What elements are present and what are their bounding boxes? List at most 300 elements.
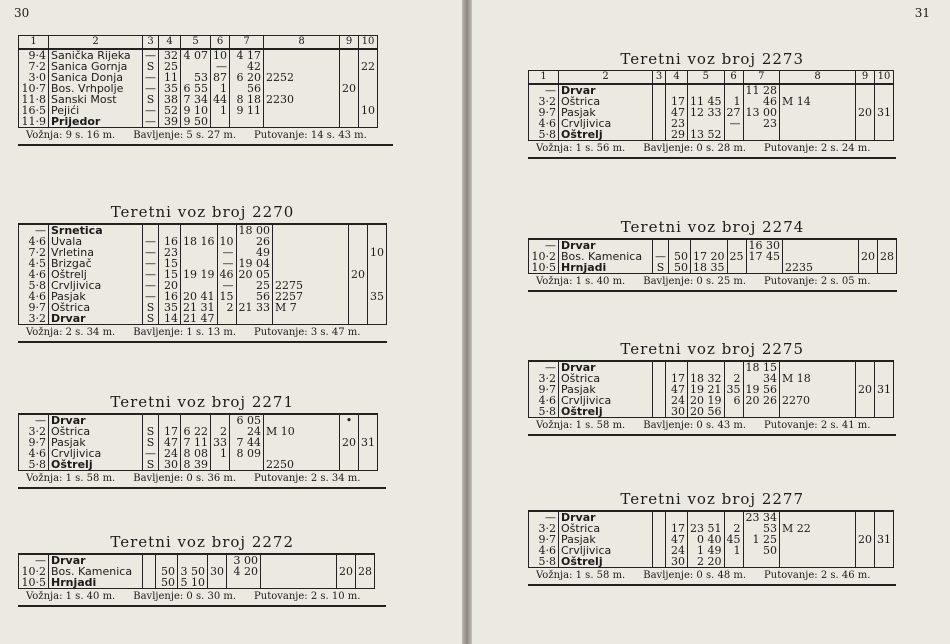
table-row <box>19 72 378 83</box>
arrival-cell <box>181 247 218 258</box>
station-cell: Oštrica <box>559 373 653 384</box>
col-10-cell <box>875 84 894 96</box>
distance-cell: 5·8 <box>529 406 559 418</box>
header-cell: 8 <box>780 71 856 85</box>
station-cell: Oštrelj <box>559 406 653 418</box>
crossing-cell <box>780 118 856 129</box>
col-10-cell: 28 <box>878 251 897 262</box>
dwell-cell: — <box>217 247 236 258</box>
travel-time: Vožnja: 1 s. 40 m. <box>26 591 116 602</box>
distance-cell: 3·2 <box>19 313 49 325</box>
station-cell: Oštrelj <box>559 556 653 568</box>
departure-cell <box>230 116 264 128</box>
departure-cell: 24 <box>230 426 264 437</box>
departure-cell: 6 20 <box>230 72 264 83</box>
dwell-cell: 1 <box>211 448 230 459</box>
crossing-cell: M 7 <box>273 302 349 313</box>
stop-code-cell: — <box>143 291 159 302</box>
stop-code-cell <box>653 406 666 418</box>
crossing-cell <box>780 107 856 118</box>
departure-cell: 21 33 <box>236 302 273 313</box>
run-minutes-cell: 47 <box>159 437 181 448</box>
table-row <box>19 105 378 116</box>
arrival-cell <box>181 280 218 291</box>
arrival-cell: 9 50 <box>181 116 211 128</box>
journey-time: Putovanje: 2 s. 10 m. <box>254 591 361 602</box>
run-minutes-cell: 20 <box>159 280 181 291</box>
run-minutes-cell: 23 <box>666 118 688 129</box>
distance-cell: 9·7 <box>529 534 559 545</box>
departure-cell: 4 17 <box>230 49 264 61</box>
distance-cell: 9·7 <box>19 302 49 313</box>
stop-code-cell <box>143 566 156 577</box>
departure-cell <box>746 262 783 274</box>
col-9-cell: 20 <box>856 534 875 545</box>
stop-code-cell: — <box>143 83 159 94</box>
distance-cell: 4·6 <box>19 236 49 247</box>
crossing-cell: 2270 <box>780 395 856 406</box>
table-row <box>529 251 897 262</box>
run-minutes-cell: 24 <box>666 395 688 406</box>
timetable <box>528 70 894 141</box>
dwell-cell <box>217 224 236 236</box>
distance-cell: 5·8 <box>19 459 49 471</box>
stop-code-cell: — <box>143 72 159 83</box>
run-minutes-cell: 52 <box>159 105 181 116</box>
distance-cell: 3·0 <box>19 72 49 83</box>
journey-time: Putovanje: 2 s. 46 m. <box>764 570 871 581</box>
distance-cell: 10·5 <box>529 262 559 274</box>
departure-cell: 8 09 <box>230 448 264 459</box>
timetable-footer <box>528 274 897 292</box>
dwell-cell: — <box>724 118 743 129</box>
col-9-cell <box>856 545 875 556</box>
table-row <box>19 61 378 72</box>
departure-cell: 4 20 <box>227 566 261 577</box>
departure-cell: 23 <box>743 118 780 129</box>
col-9-cell <box>859 239 878 251</box>
col-9-cell <box>856 556 875 568</box>
col-10-cell <box>368 236 387 247</box>
stop-code-cell: S <box>143 426 159 437</box>
dwell-cell: 1 <box>211 83 230 94</box>
run-minutes-cell <box>156 554 178 566</box>
dwell-cell: 1 <box>724 96 743 107</box>
col-10-cell <box>356 554 375 566</box>
crossing-cell <box>780 384 856 395</box>
col-9-cell <box>340 49 359 61</box>
distance-cell: 4·6 <box>19 291 49 302</box>
dwell-cell: 45 <box>724 534 743 545</box>
col-10-cell: 10 <box>368 247 387 258</box>
arrival-cell: 11 45 <box>688 96 725 107</box>
col-10-cell <box>359 459 378 471</box>
col-9-cell <box>859 262 878 274</box>
departure-cell: 53 <box>743 523 780 534</box>
station-cell: Oštrica <box>559 523 653 534</box>
station-cell: Sanica Donja <box>49 72 143 83</box>
departure-cell: 6 05 <box>230 414 264 426</box>
arrival-cell: 21 47 <box>181 313 218 325</box>
col-9-cell: 20 <box>859 251 878 262</box>
col-10-cell: 31 <box>875 534 894 545</box>
arrival-cell: 8 39 <box>181 459 211 471</box>
arrival-cell: 18 16 <box>181 236 218 247</box>
header-cell: 2 <box>559 71 653 85</box>
header-cell: 9 <box>856 71 875 85</box>
col-10-cell <box>875 511 894 523</box>
header-cell: 1 <box>19 36 49 50</box>
run-minutes-cell: 47 <box>666 534 688 545</box>
col-9-cell <box>337 554 356 566</box>
distance-cell: — <box>529 361 559 373</box>
crossing-cell: M 18 <box>780 373 856 384</box>
crossing-cell <box>264 83 340 94</box>
stop-code-cell: — <box>143 247 159 258</box>
station-cell: Drvar <box>559 511 653 523</box>
timetable-2273 <box>528 50 896 159</box>
stop-code-cell <box>653 395 666 406</box>
station-cell: Bos. Vrhpolje <box>49 83 143 94</box>
dwell-cell: 1 <box>724 545 743 556</box>
table-row <box>19 313 387 325</box>
run-minutes-cell: 17 <box>666 96 688 107</box>
timetable <box>528 360 894 418</box>
station-cell: Pasjak <box>559 384 653 395</box>
table-row <box>529 118 894 129</box>
col-9-cell: 20 <box>340 83 359 94</box>
col-10-cell <box>875 373 894 384</box>
station-cell: Crvljivica <box>49 280 143 291</box>
col-10-cell <box>368 302 387 313</box>
col-9-cell <box>856 118 875 129</box>
table-row <box>19 577 375 589</box>
run-minutes-cell: 38 <box>159 94 181 105</box>
header-row <box>19 36 378 50</box>
header-cell: 4 <box>159 36 181 50</box>
crossing-cell: 2250 <box>264 459 340 471</box>
station-cell: Oštrica <box>559 96 653 107</box>
book-gutter <box>462 0 472 644</box>
run-minutes-cell: 50 <box>669 262 691 274</box>
distance-cell: 11·9 <box>19 116 49 128</box>
departure-cell <box>743 556 780 568</box>
distance-cell: 16·5 <box>19 105 49 116</box>
crossing-cell: 2230 <box>264 94 340 105</box>
col-10-cell <box>875 361 894 373</box>
timetable-footer <box>18 128 393 146</box>
col-9-cell <box>340 116 359 128</box>
col-10-cell <box>875 406 894 418</box>
header-cell: 2 <box>49 36 143 50</box>
timetable-title: Teretni voz broj 2272 <box>110 533 295 551</box>
arrival-cell: 5 10 <box>178 577 208 589</box>
dwell-time: Bavljenje: 0 s. 28 m. <box>643 143 747 154</box>
col-9-cell <box>340 448 359 459</box>
right-page <box>472 0 950 644</box>
table-row <box>529 239 897 251</box>
run-minutes-cell: 15 <box>159 258 181 269</box>
departure-cell: 1 25 <box>743 534 780 545</box>
crossing-cell <box>273 313 349 325</box>
col-9-cell <box>856 361 875 373</box>
col-10-cell <box>359 83 378 94</box>
crossing-cell: M 22 <box>780 523 856 534</box>
col-9-cell <box>340 459 359 471</box>
table-row <box>529 373 894 384</box>
dwell-cell: 46 <box>217 269 236 280</box>
station-cell: Pasjak <box>49 437 143 448</box>
header-cell: 6 <box>211 36 230 50</box>
timetable <box>18 223 387 325</box>
arrival-cell: 3 50 <box>178 566 208 577</box>
run-minutes-cell: 17 <box>666 373 688 384</box>
crossing-cell <box>273 224 349 236</box>
timetable-title: Teretni voz broj 2277 <box>620 490 805 508</box>
run-minutes-cell: 50 <box>156 577 178 589</box>
timetable-title: Teretni voz broj 2271 <box>110 393 295 411</box>
stop-code-cell <box>653 511 666 523</box>
timetable-footer <box>528 141 896 159</box>
header-cell: 6 <box>724 71 743 85</box>
stop-code-cell <box>653 129 666 141</box>
page-number-right: 31 <box>914 6 930 20</box>
table-row <box>19 224 387 236</box>
dwell-cell: 10 <box>211 49 230 61</box>
departure-cell: 49 <box>236 247 273 258</box>
dwell-cell <box>724 406 743 418</box>
distance-cell: — <box>529 511 559 523</box>
col-9-cell: 20 <box>856 384 875 395</box>
arrival-cell: 20 56 <box>688 406 725 418</box>
station-cell: Pasjak <box>49 291 143 302</box>
crossing-cell <box>780 84 856 96</box>
crossing-cell <box>264 448 340 459</box>
col-10-cell <box>878 239 897 251</box>
dwell-cell: — <box>217 280 236 291</box>
crossing-cell: 2235 <box>783 262 859 274</box>
arrival-cell: 4 07 <box>181 49 211 61</box>
travel-time: Vožnja: 1 s. 58 m. <box>536 570 626 581</box>
departure-cell: 18 00 <box>236 224 273 236</box>
arrival-cell <box>181 258 218 269</box>
journey-time: Putovanje: 2 s. 34 m. <box>254 473 361 484</box>
travel-time: Vožnja: 1 s. 40 m. <box>536 276 626 287</box>
station-cell: Drvar <box>559 239 653 251</box>
dwell-cell: 35 <box>724 384 743 395</box>
distance-cell: 3·2 <box>19 426 49 437</box>
left-page <box>0 0 462 644</box>
col-9-cell <box>340 426 359 437</box>
stop-code-cell <box>653 96 666 107</box>
header-cell: 8 <box>264 36 340 50</box>
arrival-cell: 9 10 <box>181 105 211 116</box>
departure-cell: 25 <box>236 280 273 291</box>
departure-cell: 9 11 <box>230 105 264 116</box>
travel-time: Vožnja: 1 s. 58 m. <box>26 473 116 484</box>
header-cell: 3 <box>143 36 159 50</box>
departure-cell: 20 05 <box>236 269 273 280</box>
table-row <box>19 302 387 313</box>
departure-cell <box>743 129 780 141</box>
col-10-cell <box>356 577 375 589</box>
timetable-footer <box>528 568 896 586</box>
col-10-cell <box>368 269 387 280</box>
departure-cell <box>743 406 780 418</box>
stop-code-cell: S <box>143 313 159 325</box>
run-minutes-cell: 11 <box>159 72 181 83</box>
crossing-cell <box>273 269 349 280</box>
distance-cell: — <box>19 224 49 236</box>
stop-code-cell: S <box>653 262 669 274</box>
col-10-cell <box>875 523 894 534</box>
station-cell: Hrnjadi <box>49 577 143 589</box>
departure-cell: 46 <box>743 96 780 107</box>
run-minutes-cell: 29 <box>666 129 688 141</box>
run-minutes-cell <box>666 511 688 523</box>
travel-time: Vožnja: 1 s. 58 m. <box>536 420 626 431</box>
run-minutes-cell: 32 <box>159 49 181 61</box>
crossing-cell <box>780 406 856 418</box>
table-row <box>19 554 375 566</box>
table-row <box>529 511 894 523</box>
station-cell: Sanička Rijeka <box>49 49 143 61</box>
station-cell: Crvljivica <box>559 395 653 406</box>
dwell-cell: 30 <box>208 566 227 577</box>
table-row <box>529 361 894 373</box>
crossing-cell: 2257 <box>273 291 349 302</box>
table-row <box>19 94 378 105</box>
table-row <box>19 448 378 459</box>
station-cell: Srnetica <box>49 224 143 236</box>
col-10-cell <box>359 448 378 459</box>
distance-cell: 4·6 <box>529 118 559 129</box>
col-10-cell <box>359 49 378 61</box>
table-row <box>529 96 894 107</box>
station-cell: Pejići <box>49 105 143 116</box>
crossing-cell <box>780 511 856 523</box>
dwell-cell: 27 <box>724 107 743 118</box>
col-9-cell <box>856 523 875 534</box>
arrival-cell: 0 40 <box>688 534 725 545</box>
dwell-cell: 2 <box>724 373 743 384</box>
stop-code-cell <box>653 361 666 373</box>
run-minutes-cell: 39 <box>159 116 181 128</box>
departure-cell: 42 <box>230 61 264 72</box>
station-cell: Oštrelj <box>49 459 143 471</box>
station-cell: Vrletina <box>49 247 143 258</box>
table-row <box>529 534 894 545</box>
stop-code-cell <box>653 534 666 545</box>
table-row <box>19 566 375 577</box>
dwell-cell <box>217 313 236 325</box>
arrival-cell: 7 11 <box>181 437 211 448</box>
stop-code-cell: — <box>143 49 159 61</box>
departure-cell: 17 45 <box>746 251 783 262</box>
station-cell: Prijedor <box>49 116 143 128</box>
crossing-cell <box>264 116 340 128</box>
col-10-cell <box>368 280 387 291</box>
crossing-cell <box>264 437 340 448</box>
run-minutes-cell: 24 <box>666 545 688 556</box>
distance-cell: 10·2 <box>19 566 49 577</box>
dwell-cell <box>727 262 746 274</box>
departure-cell: 19 04 <box>236 258 273 269</box>
arrival-cell <box>181 224 218 236</box>
col-10-cell <box>368 224 387 236</box>
header-cell: 1 <box>529 71 559 85</box>
col-10-cell <box>875 395 894 406</box>
col-9-cell: 20 <box>856 107 875 118</box>
col-10-cell <box>875 545 894 556</box>
header-cell: 5 <box>688 71 725 85</box>
run-minutes-cell: 47 <box>666 384 688 395</box>
col-9-cell <box>856 84 875 96</box>
arrival-cell <box>691 239 728 251</box>
journey-time: Putovanje: 14 s. 43 m. <box>254 130 367 141</box>
timetable-footer <box>528 418 896 436</box>
col-10-cell: 22 <box>359 61 378 72</box>
stop-code-cell <box>143 224 159 236</box>
col-10-cell <box>368 313 387 325</box>
col-9-cell <box>349 236 368 247</box>
arrival-cell: 1 49 <box>688 545 725 556</box>
departure-cell <box>230 459 264 471</box>
col-10-cell <box>359 72 378 83</box>
stop-code-cell <box>653 118 666 129</box>
distance-cell: — <box>529 239 559 251</box>
stop-code-cell: — <box>143 280 159 291</box>
run-minutes-cell: 50 <box>156 566 178 577</box>
col-10-cell <box>875 96 894 107</box>
stop-code-cell <box>143 414 159 426</box>
distance-cell: 10·2 <box>529 251 559 262</box>
col-9-cell <box>349 224 368 236</box>
departure-cell: 56 <box>236 291 273 302</box>
dwell-cell: 44 <box>211 94 230 105</box>
station-cell: Oštrica <box>49 302 143 313</box>
run-minutes-cell: 23 <box>159 247 181 258</box>
dwell-cell: 6 <box>724 395 743 406</box>
col-10-cell: 31 <box>875 107 894 118</box>
departure-cell: 23 34 <box>743 511 780 523</box>
station-cell: Pasjak <box>559 534 653 545</box>
table-row <box>19 437 378 448</box>
journey-time: Putovanje: 2 s. 41 m. <box>764 420 871 431</box>
dwell-time: Bavljenje: 1 s. 13 m. <box>133 327 237 338</box>
stop-code-cell: S <box>143 61 159 72</box>
arrival-cell: 8 08 <box>181 448 211 459</box>
timetable-2275 <box>528 340 896 436</box>
run-minutes-cell: 30 <box>666 406 688 418</box>
col-9-cell <box>856 406 875 418</box>
dwell-cell <box>211 414 230 426</box>
arrival-cell <box>688 84 725 96</box>
journey-time: Putovanje: 2 s. 24 m. <box>764 143 871 154</box>
dwell-cell <box>724 511 743 523</box>
departure-cell: 16 30 <box>746 239 783 251</box>
dwell-time: Bavljenje: 5 s. 27 m. <box>133 130 237 141</box>
run-minutes-cell: 17 <box>666 523 688 534</box>
dwell-cell <box>727 239 746 251</box>
timetable-2274 <box>528 218 897 292</box>
col-10-cell <box>359 116 378 128</box>
journey-time: Putovanje: 3 s. 47 m. <box>254 327 361 338</box>
header-row <box>529 71 894 85</box>
col-10-cell <box>359 426 378 437</box>
col-9-cell <box>349 302 368 313</box>
station-cell: Sanica Gornja <box>49 61 143 72</box>
